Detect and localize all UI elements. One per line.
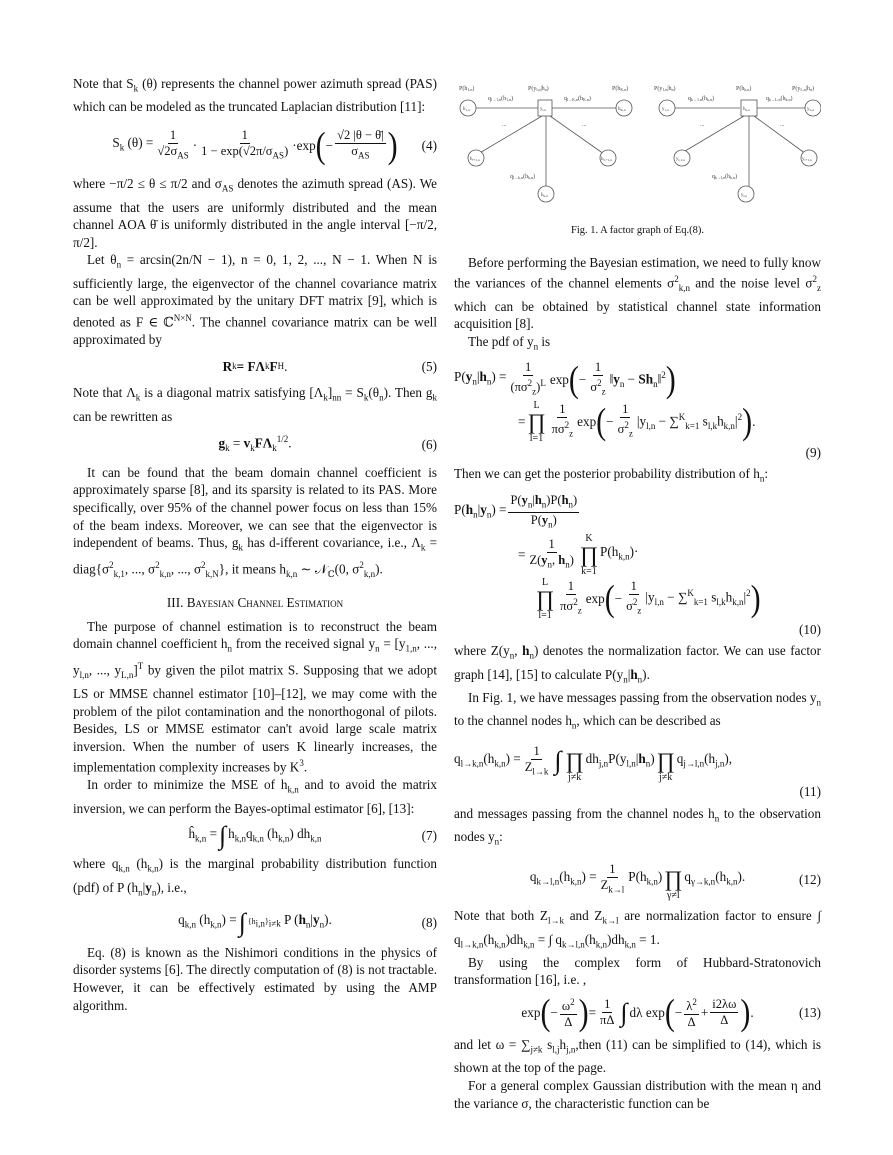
equation-10: $P(h_n|y_n)$ = $\frac{P(y_n|h_n)P(h_n)}{P(y_n)}$ = $\frac{1}{Z(y_n, h_n)}$ K ∏ k=1 $P(h_{k,n})\cdot$ L ∏ l=1 $\frac{1}{\pi\sigma^2_z}$ exp ( − $\frac{1}{\sigma^2_z}$ $|y_{l,n} - \sum^K_{k=1}$ $s_{l,k}h_{k,n}|^2$ ) (10) [454,492,821,637]
paragraph-let-theta: Let $\theta_n = \arcsin(2n/N - 1)$, n = 0, 1, 2, ..., N − 1. When N is sufficiently large, the eigenvector of the channel covariance matrix can be well approximated by the unitary DFT matrix [9], which is denoted as F ∈ ℂ$^{N\times N}$. The channel covariance matrix can be well approximated by [73,252,438,347]
equation-4: $S_k$ (θ) = $\frac{1}{√2\sigma_{AS}}$ · $\frac{1}{1 - \exp(√2\pi/\sigma_{AS})}$ ·exp ( − $\frac{√2 |\theta - \thetā|}{\sigma_{AS}}$ ) (4) [112,124,437,166]
svg-text:yl,n: $y_{l,n}$ [540,107,547,112]
svg-text:P(h1,n): P(h1,n) [459,86,475,92]
svg-text:P(hk,n): P(hk,n) [736,86,752,92]
equation-11: $q_{l\to k,n}(h_{k,n})$ = $\frac{1}{Z_{l\to k}}$ ∫ ∏ j≠k $dh_{j,n}P(y_{l,n}|h_n)$ ∏ j≠k $q_{j\to l,n}(h_{j,n})$, (11) [454,743,821,800]
equation-13: exp ( − $\frac{\omega^2}{\Delta}$ ) = $\frac{1}{\pi\Delta}$ ∫ dλ exp ( − $\frac{\lambda^2}{\Delta}$ + $\frac{i2\lambda\omega}{\Delta}$ ) . (13) [521,991,821,1033]
svg-text:hk,n: $h_{k,n}$ [541,193,548,198]
svg-text:hK,n: $h_{K,n}$ [618,107,626,112]
paragraph-normalization: where $Z(y_n$, $h_n$) denotes the normalization factor. We can use factor graph [14], [15] to calculate $P(y_n|h_n)$. [454,643,821,685]
svg-text:yl-1,n: $y_{l-1,n}$ [676,157,686,162]
paragraph-hubbard: By using the complex form of Hubbard-Stratonovich transformation [16], i.e. , [454,954,821,988]
svg-text:yL,n: $y_{L,n}$ [807,107,815,112]
equation-9: $P(y_n|h_n)$ = $\frac{1}{(\pi\sigma^2_z)^L}$ exp ( − $\frac{1}{\sigma^2_z}$ $‖y_n$ − $Sh_n‖^2$ ) = L ∏ l=1 $\frac{1}{\pi\sigma^2_z}$ exp ( − $\frac{1}{\sigma^2_z}$ $|y_{l,n} - \sum^K_{k=1}$ $s_{l,k}h_{k,n}|^2$ ) . (9) [454,358,821,460]
svg-text:qk→L,n(hk,n): qk→L,n(hk,n) [766,96,793,102]
svg-text:P(yL,n|hn): P(yL,n|hn) [792,86,814,92]
paragraph-pdf: The pdf of $y_n$ is [468,334,551,352]
svg-text:...: ... [582,122,587,128]
section-heading: III. Bayesian Channel Estimation [166,595,344,611]
paragraph-note-z: Note that both $Z_{l\to k}$ and $Z_{k\to l}$ are normalization factor to ensure ∫ $q_{l\to k,n}(h_{k,n})dh_{k,n}$ = ∫ $q_{k\to l,n}(h_{k,n})dh_{k,n} = 1$. [454,908,821,950]
svg-text:qk→1,n(hk,n): qk→1,n(hk,n) [688,96,714,102]
paragraph-let-omega: and let $\omega = \sum_{j\ne k}$ $s_{l,j}h_{j,n},then$ (11) can be simplified to (14), which is shown at the top of the page. [454,1037,821,1076]
svg-text:y1,n: $y_{1,n}$ [662,107,669,112]
paragraph-lambda: Note that $\Lambda_k$ is a diagonal matrix satisfying $[\Lambda_k]_{nn} = S_k(\theta_n)$. Then $g_k$ can be rewritten as [73,385,437,424]
equation-12: $q_{k\to l,n}(h_{k,n})$ = $\frac{1}{Z_{k\to l}}$ $P(h_{k,n})$ ∏ γ≠l $q_{\gamma\to k,n}(h_{k,n})$. (12) [529,861,821,902]
svg-text:hL+1,n: $h_{L+1,n}$ [601,157,612,162]
right-column [454,78,821,1112]
equation-5: R k = FΛ k F H . (5) [222,358,437,374]
paragraph-pas: Note that $S_k$ (θ) represents the channel power azimuth spread (PAS) which can be modeled as the truncated Laplacian distribution [11]: [73,76,438,115]
svg-text:yl,n: $y_{l,n}$ [741,193,748,198]
svg-text:ql→K,n(hK,n): ql→K,n(hK,n) [564,96,591,102]
svg-text:ql→k,n(hk,n): ql→k,n(hk,n) [510,174,536,180]
equation-8: $q_{k,n}$ $(h_{k,n})$ = ∫ $\{h_{i,n}\}_{i\ne k}$ P $(h_n|y_n)$. (8) [178,907,437,937]
svg-text:...: ... [502,122,507,128]
paragraph-messages: In Fig. 1, we have messages passing from the observation nodes $y_n$ to the channel nodes $h_n$, which can be described as [454,689,821,731]
paragraph-posterior: Then we can get the posterior probability distribution of $h_n$: [454,466,768,485]
svg-text:yl+1,n: $y_{l+1,n}$ [802,157,812,162]
equation-7: $ĥ_{k,n}$ = ∫ $h_{k,n}q_{k,n}$ $(h_{k,n})$ $dh_{k,n}$ (7) [188,821,437,851]
svg-text:...: ... [700,122,705,128]
svg-text:hk,n: $h_{k,n}$ [743,107,750,112]
paragraph-messages-back: and messages passing from the channel nodes $h_n$ to the observation nodes $y_n$: [454,805,821,847]
svg-text:hl+1,n: $h_{l+1,n}$ [470,157,480,162]
paragraph-minimize-mse: In order to minimize the MSE of $h_{k,n}$ and to avoid the matrix inversion, we can perform the Bayes-optimal estimator [6], [13]: [73,777,437,816]
svg-text:ql→1,n(h1,n): ql→1,n(h1,n) [488,96,514,102]
svg-text:P(hK,n): P(hK,n) [612,86,629,92]
paragraph-nishimori: Eq. (8) is known as the Nishimori conditions in the physics of disorder systems [6]. The directly computation of (8) is not tractable. However, it can be effectively estimated by using the AMP algorithm. [73,944,437,1013]
svg-text:...: ... [780,122,785,128]
paragraph-gaussian: For a general complex Gaussian distribution with the mean η and the variance σ, the characteristic function can be [454,1077,821,1111]
factor-graph-figure [454,78,821,218]
left-column [73,75,437,1014]
paragraph-bayesian: Before performing the Bayesian estimation, we need to fully know the variances of the channel elements $\sigma^2_{k,n}$ and the noise level $\sigma^2_z$ which can be obtained by statistical channel state information acquisition [8]. [454,254,821,332]
paragraph-where-theta: where −π/2 ≤ θ ≤ π/2 and $\sigma_{AS}$ denotes the azimuth spread (AS). We assume that the users are uniformly distributed and the mean channel AOA θ̄ is uniformly distributed in the angle interval [−π/2, π/2]. [73,176,437,250]
svg-text:P(yl,n|hn): P(yl,n|hn) [528,86,549,92]
paragraph-marginal: where $q_{k,n}$ $(h_{k,n})$ is the marginal probability distribution function (pdf) of P $(h_n|y_n)$, i.e., [73,856,437,898]
svg-text:qk→l,n(hk,n): qk→l,n(hk,n) [712,174,738,180]
svg-text:P(y1,n|hn): P(y1,n|hn) [654,86,676,92]
figure-caption: Fig. 1. A factor graph of Eq.(8). [571,225,704,236]
paragraph-purpose: The purpose of channel estimation is to reconstruct the beam domain channel coefficient $h_n$ from the received signal $y_n = [y_{1,n}$, ..., $y_{l,n}$, ..., $y_{L,n}]^T$ by given the pilot matrix S. Supposing that we adopt LS or MMSE channel estimator [10]–[12], we may come with the problem of the pilot contamination and the nonorthogonal of pilots. Besides, LS or MMSE estimator can't avoid large scale matrix inversion. When the number of users K linearly increases, the implementation complexity increases by $K^3$. [73,618,437,775]
paragraph-sparsity: It can be found that the beam domain channel coefficient is approximately sparse [8], and its sparsity is related to its PAS. More specifically, over 95% of the channel power focus on less than 15% of the beam indexs. Moreover, we can see that the eigenvector is independent of beams. Thus, $g_k$ has d-ifferent covariance, i.e., $\Lambda_k$ = $diag\{\sigma^2_{k,1}$, ..., $\sigma^2_{k,n}$, ..., $\sigma^2_{k,N}$}, it means $h_{k,n}$ ∼ 𝒩$_ℂ$(0, $\sigma^2_{k,n}$). [73,464,438,580]
equation-6: $g_k = v_kF\Lambda_k^{1/2}$. (6) [218,434,437,454]
factor-graph-svg [454,78,821,206]
svg-text:h1,n: $h_{1,n}$ [463,107,470,112]
